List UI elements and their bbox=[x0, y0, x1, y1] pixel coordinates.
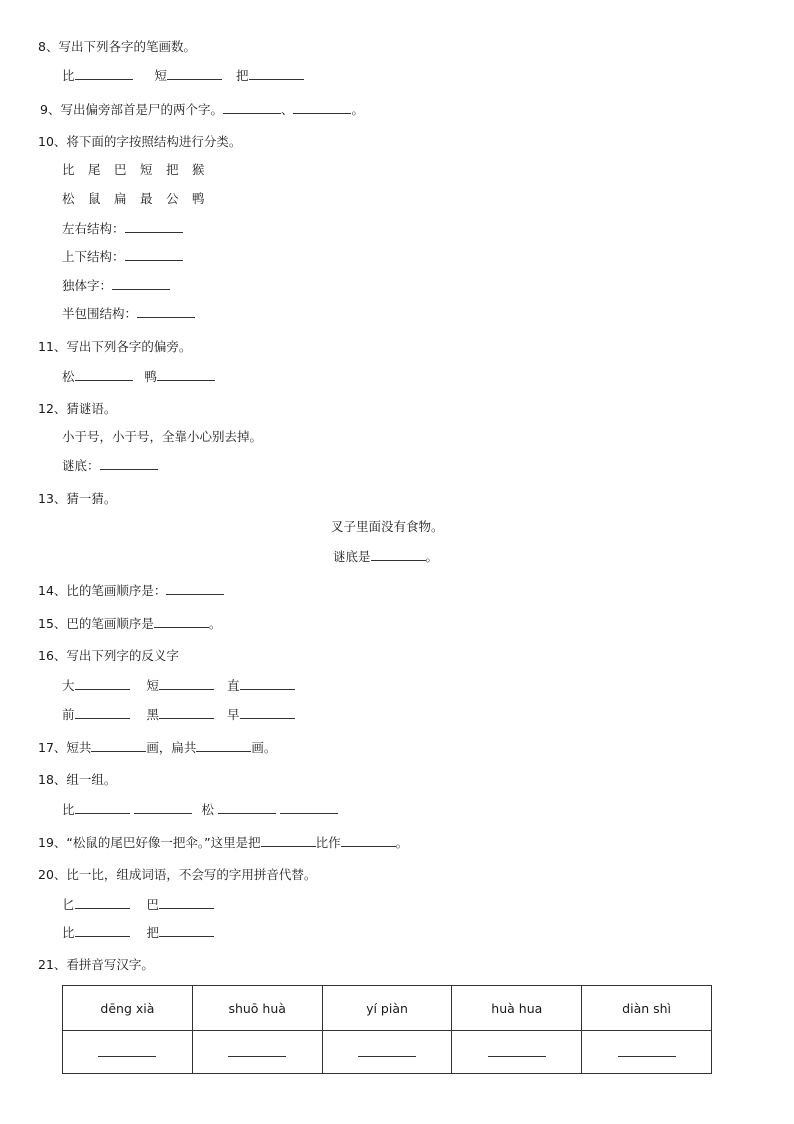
q18-blank-1[interactable] bbox=[75, 801, 130, 814]
q20-title: 20、比一比，组成词语，不会写的字用拼音代替。 bbox=[38, 867, 317, 882]
pinyin-cell-5: diàn shì bbox=[582, 986, 712, 1031]
q12-title: 12、猜谜语。 bbox=[38, 401, 117, 416]
q18-blank-2[interactable] bbox=[134, 801, 192, 814]
q13-answer-label: 谜底是 bbox=[333, 549, 371, 564]
answer-blank-4[interactable] bbox=[488, 1044, 546, 1057]
q13-answer-blank[interactable] bbox=[371, 548, 426, 561]
q10-chars-row2: 松 鼠 扁 最 公 鸭 bbox=[62, 191, 206, 206]
q9-row bbox=[40, 101, 364, 118]
answer-cell-5 bbox=[582, 1031, 712, 1074]
q16-char-2: 短 bbox=[146, 678, 160, 693]
q21-title: 21、看拼音写汉字。 bbox=[38, 957, 154, 972]
q10-title: 10、将下面的字按照结构进行分类。 bbox=[38, 134, 242, 149]
q20-blank-1[interactable] bbox=[75, 896, 130, 909]
q8-char-2: 短 bbox=[154, 68, 168, 83]
q8-blank-2[interactable] bbox=[167, 67, 222, 80]
q20-blank-2[interactable] bbox=[159, 896, 214, 909]
q19-end: 。 bbox=[395, 835, 409, 850]
q10-lr-row bbox=[62, 220, 183, 237]
pinyin-table bbox=[62, 985, 712, 1074]
q14-title: 14、比的笔画顺序是： bbox=[38, 583, 167, 598]
q18-title: 18、组一组。 bbox=[38, 772, 117, 787]
q16-blank-5[interactable] bbox=[159, 706, 214, 719]
q9-title: 9、写出偏旁部首是尸的两个字。 bbox=[40, 102, 223, 117]
q16-blank-6[interactable] bbox=[240, 706, 295, 719]
answer-cell-2 bbox=[192, 1031, 322, 1074]
answer-cell-1 bbox=[63, 1031, 193, 1074]
q13-title: 13、猜一猜。 bbox=[38, 491, 117, 506]
q8-blank-1[interactable] bbox=[75, 67, 133, 80]
q10-chars-row1: 比 尾 巴 短 把 猴 bbox=[62, 162, 206, 177]
q18-char-1: 比 bbox=[62, 802, 75, 817]
answer-cell-3 bbox=[322, 1031, 452, 1074]
pinyin-cell-2: shuō huà bbox=[192, 986, 322, 1031]
q16-blank-1[interactable] bbox=[75, 677, 130, 690]
q8-char-3: 把 bbox=[236, 68, 249, 83]
answer-blank-1[interactable] bbox=[98, 1044, 156, 1057]
q16-char-6: 早 bbox=[227, 707, 240, 722]
pinyin-cell-3: yí piàn bbox=[322, 986, 452, 1031]
q13-answer-row bbox=[333, 548, 438, 565]
q11-blank-1[interactable] bbox=[75, 368, 133, 381]
pinyin-row bbox=[63, 986, 712, 1031]
answer-blank-3[interactable] bbox=[358, 1044, 416, 1057]
q11-blank-2[interactable] bbox=[157, 368, 215, 381]
q19-blank-1[interactable] bbox=[261, 834, 316, 847]
q15-row bbox=[38, 615, 221, 632]
q10-half-label: 半包围结构： bbox=[62, 306, 138, 321]
q12-riddle: 小于号，小于号，全靠小心别去掉。 bbox=[62, 429, 263, 444]
q16-row1 bbox=[62, 677, 295, 694]
q17-row bbox=[38, 739, 276, 756]
answer-row bbox=[63, 1031, 712, 1074]
q16-title: 16、写出下列字的反义字 bbox=[38, 648, 179, 663]
q13-riddle: 叉子里面没有食物。 bbox=[331, 519, 444, 534]
q11-row bbox=[62, 368, 215, 385]
q19-row bbox=[38, 834, 408, 851]
q11-char-1: 松 bbox=[62, 369, 75, 384]
q10-half-row bbox=[62, 305, 195, 322]
q12-answer-label: 谜底： bbox=[62, 458, 100, 473]
q10-single-label: 独体字： bbox=[62, 278, 113, 293]
q16-blank-4[interactable] bbox=[75, 706, 130, 719]
q16-blank-2[interactable] bbox=[159, 677, 214, 690]
q18-blank-4[interactable] bbox=[280, 801, 338, 814]
q18-row bbox=[62, 801, 338, 818]
q20-char-3: 比 bbox=[62, 925, 75, 940]
q15-blank[interactable] bbox=[154, 615, 209, 628]
q13-answer-end: 。 bbox=[425, 549, 439, 564]
q18-blank-3[interactable] bbox=[218, 801, 276, 814]
q8-char-1: 比 bbox=[62, 68, 75, 83]
q20-row1 bbox=[62, 896, 214, 913]
q20-blank-3[interactable] bbox=[75, 924, 130, 937]
q8-title: 8、写出下列各字的笔画数。 bbox=[38, 39, 196, 54]
q17-blank-2[interactable] bbox=[196, 739, 251, 752]
q19-blank-2[interactable] bbox=[341, 834, 396, 847]
q20-blank-4[interactable] bbox=[159, 924, 214, 937]
q10-single-blank[interactable] bbox=[112, 277, 170, 290]
q17-end: 画。 bbox=[251, 740, 277, 755]
q9-blank-1[interactable] bbox=[223, 101, 281, 114]
q11-title: 11、写出下列各字的偏旁。 bbox=[38, 339, 192, 354]
q12-answer-blank[interactable] bbox=[100, 457, 158, 470]
q15-title: 15、巴的笔画顺序是 bbox=[38, 616, 154, 631]
q20-row2 bbox=[62, 924, 214, 941]
q11-char-2: 鸭 bbox=[144, 369, 158, 384]
q10-tb-blank[interactable] bbox=[125, 248, 183, 261]
q16-blank-3[interactable] bbox=[240, 677, 295, 690]
q16-char-4: 前 bbox=[62, 707, 75, 722]
pinyin-cell-1: dēng xià bbox=[63, 986, 193, 1031]
q16-char-3: 直 bbox=[227, 678, 240, 693]
q16-row2 bbox=[62, 706, 295, 723]
q20-char-4: 把 bbox=[146, 925, 160, 940]
q8-row bbox=[62, 67, 304, 84]
q14-row bbox=[38, 582, 224, 599]
q9-blank-2[interactable] bbox=[293, 101, 351, 114]
q19-mid: 比作 bbox=[315, 835, 341, 850]
answer-blank-5[interactable] bbox=[618, 1044, 676, 1057]
q17-mid: 画，扁共 bbox=[146, 740, 197, 755]
q20-char-2: 巴 bbox=[146, 897, 160, 912]
q16-char-5: 黑 bbox=[146, 707, 160, 722]
q10-lr-blank[interactable] bbox=[125, 220, 183, 233]
answer-cell-4 bbox=[452, 1031, 582, 1074]
q10-tb-label: 上下结构： bbox=[62, 249, 125, 264]
q8-blank-3[interactable] bbox=[249, 67, 304, 80]
q20-char-1: 匕 bbox=[62, 897, 75, 912]
q10-lr-label: 左右结构： bbox=[62, 221, 125, 236]
q14-blank[interactable] bbox=[166, 582, 224, 595]
q15-end: 。 bbox=[208, 616, 222, 631]
q10-half-blank[interactable] bbox=[137, 305, 195, 318]
q19-pre: 19、“松鼠的尾巴好像一把伞。”这里是把 bbox=[38, 835, 261, 850]
q10-tb-row bbox=[62, 248, 183, 265]
pinyin-cell-4: huà hua bbox=[452, 986, 582, 1031]
q17-blank-1[interactable] bbox=[91, 739, 146, 752]
q16-char-1: 大 bbox=[62, 678, 75, 693]
q12-answer-row bbox=[62, 457, 158, 474]
q17-pre: 17、短共 bbox=[38, 740, 92, 755]
q9-sep: 、 bbox=[280, 102, 294, 117]
q9-end: 。 bbox=[351, 102, 364, 117]
q18-char-2: 松 bbox=[201, 802, 215, 817]
answer-blank-2[interactable] bbox=[228, 1044, 286, 1057]
q10-single-row bbox=[62, 277, 170, 294]
